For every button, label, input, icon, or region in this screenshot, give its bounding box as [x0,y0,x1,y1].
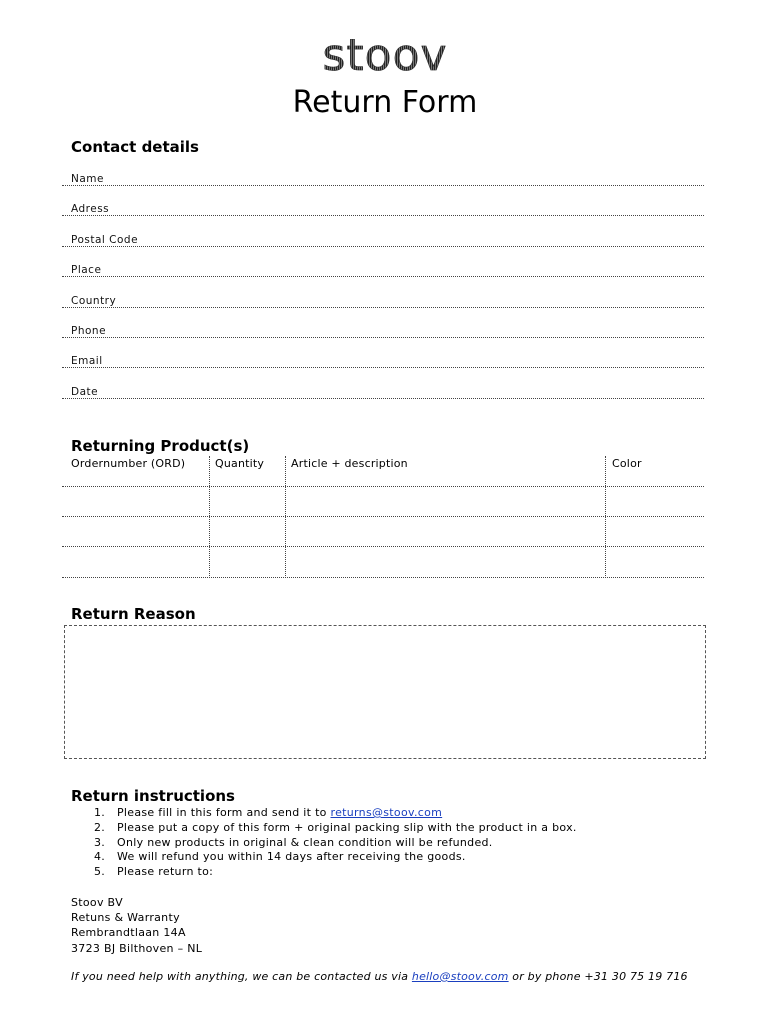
name-field[interactable] [62,185,704,186]
return-reason-heading: Return Reason [71,605,196,623]
return-address [71,895,202,956]
email-label: Email [71,355,103,367]
table-row[interactable] [62,486,704,487]
page-title: Return Form [292,85,478,120]
stoov-logo: stoov [322,30,448,81]
phone-label: Phone [71,325,107,337]
list-item: 3. Only new products in original & clean condition will be refunded. [94,835,493,849]
column-divider [285,456,286,578]
address-label: Adress [71,203,110,215]
email-field[interactable] [62,367,704,368]
country-label: Country [71,295,117,307]
place-label: Place [71,264,102,276]
address-field[interactable] [62,215,704,216]
address-line: Retuns & Warranty [71,911,180,925]
country-field[interactable] [62,307,704,308]
table-row[interactable] [62,546,704,547]
list-item: 1. Please fill in this form and send it to returns@stoov.com [94,806,443,819]
address-line: Rembrandtlaan 14A [71,926,186,940]
date-label: Date [71,386,99,398]
column-header-color: Color [612,457,642,470]
address-line: 3723 BJ Bilthoven – NL [71,941,203,955]
place-field[interactable] [62,276,704,277]
phone-field[interactable] [62,337,704,338]
column-divider [209,456,210,578]
return-reason-textarea[interactable] [64,625,706,759]
list-item: 4. We will refund you within 14 days after receiving the goods. [94,850,466,864]
date-field[interactable] [62,398,704,399]
help-email-link[interactable]: hello@stoov.com [411,970,509,983]
column-header-quantity: Quantity [215,457,265,470]
column-header-article: Article + description [291,457,408,470]
list-item: 5. Please return to: [94,865,214,879]
address-line: Stoov BV [71,896,123,909]
returning-products-heading: Returning Product(s) [71,437,250,455]
return-instructions-heading: Return instructions [71,787,235,805]
footer-contact: If you need help with anything, we can be contacted us via hello@stoov.com or by phone +31 30 75 19 716 [71,970,688,983]
column-divider [605,456,606,578]
instructions-list [94,806,577,880]
name-label: Name [71,173,104,185]
contact-details-heading: Contact details [71,138,199,156]
postal-code-label: Postal Code [71,234,139,246]
table-row[interactable] [62,577,704,578]
list-item: 2. Please put a copy of this form + original packing slip with the product in a box. [94,820,577,834]
column-header-ordernumber: Ordernumber (ORD) [71,457,186,470]
returns-email-link[interactable]: returns@stoov.com [330,806,443,819]
table-row[interactable] [62,516,704,517]
postal-code-field[interactable] [62,246,704,247]
